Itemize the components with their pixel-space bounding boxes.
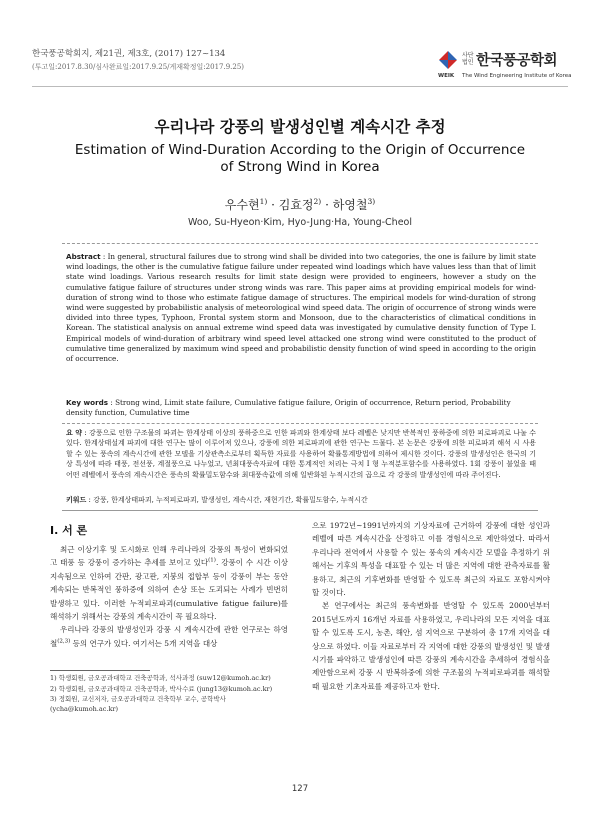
footnote: 1) 학생회원, 금오공과대학교 건축공학과, 석사과정 (suw12@kumoh.ac.kr) [50,674,271,682]
authors-korean [0,196,600,213]
author-name: 하영철 [332,198,368,212]
footnote-rule [50,670,150,671]
citation-ref: (1) [208,557,216,564]
abstract-label: Abstract [66,252,101,261]
keywords [66,398,536,418]
abstract [66,252,536,364]
title-korean: 우리나라 강풍의 발생성인별 계속시간 추정 [154,117,446,136]
korean-keywords-label: 키워드 [66,496,87,504]
author-separator: · [271,198,275,212]
korean-keywords [66,495,536,505]
paragraph: 본 연구에서는 최근의 풍속변화를 반영할 수 있도록 2000년부터 2015년도까지 16개년 자료를 사용하였고, 우리나라의 모든 지역을 대표할 수 있도록 도시, 농촌, 해안, 섬 지역으로 구분하여 총 17개 지역을 대상으로 하였다. 이들 자료로부터 각 지역에 대한 강풍의 발생성인 및 발생 시기를 파악하고 발생성인에 따른 강풍의 계속시간을 추세하여 경험식을 제안함으로써 강풍 시 반복하중에 의한 구조물의 누적피로파괴를 해석할 때 필요한 기초자료를 제공하고자 한다. [312,601,550,691]
paragraph-text: 우리나라 강풍의 발생성인과 강풍 시 계속시간에 관한 연구로는 하영철 [50,625,288,648]
korean-abstract [66,428,536,480]
footnote: 2) 학생회원, 금오공과대학교 건축공학과, 박사수료 (jung13@kumoh.ac.kr) [50,684,273,693]
keywords-separator: : [108,398,116,407]
korean-abstract-separator: : [82,429,89,437]
korean-abstract-rule [62,423,538,424]
author-separator: · [325,198,329,212]
korean-keywords-text: 강풍, 한계상태파괴, 누적피로파괴, 발생성인, 계속시간, 재현기간, 확률밀도함수, 누적시간 [93,496,368,504]
abstract-bottom-rule [62,510,538,511]
body-column-left [50,543,288,650]
journal-citation: 한국풍공학회지, 제21권, 제3호, (2017) 127~134 [32,49,226,59]
section-heading: I. 서 론 [50,524,88,537]
title-english: Estimation of Wind-Duration According to the Origin of Occurrence of Strong Wind in Korea [74,142,526,175]
header-divider [32,86,568,87]
weik-logo-icon [438,50,458,70]
keywords-label: Key words [66,398,109,407]
society-logo [438,48,572,82]
author-name: 김효정 [278,198,314,212]
submission-dates: (투고일:2017.8.30/심사완료일:2017.9.25/게재확정일:2017.9.25) [32,63,245,71]
author-affiliation-mark: 3) [367,197,376,206]
footnote: 3) 정회원, 교신저자, 금오공과대학교 건축학부 교수, 공학박사 (ycha@kumoh.ac.kr) [50,695,226,713]
keywords-text: Strong wind, Limit state failure, Cumulative fatigue failure, Origin of occurrence, Return period, Probability density function, Cumulative time [66,398,511,417]
paragraph-text: 등의 연구가 있다. 여기서는 5개 지역을 대상 [70,638,218,648]
citation-ref: (2,3) [57,638,71,645]
paragraph: 으로 1972년~1991년까지의 기상자료에 근거하여 강풍에 대한 성인과 레벨에 따른 계속시간을 산정하고 이를 경험식으로 제안하였다. 따라서 우리나라 전역에서 사용할 수 있는 풍속의 계속시간 모델을 추정하기 위해서는 기후의 특성을 대표할 수 있는 더 많은 지역에 대한 관측자료를 활용하고, 최근의 기후변화를 반영할 수 있도록 최근의 자료도 포함시켜야 할 것이다. [312,521,550,598]
body-column-right [312,519,550,693]
korean-abstract-label: 요 약 [66,429,83,437]
authors-english: Woo, Su-Hyeon·Kim, Hyo-Jung·Ha, Young-Cheol [187,217,413,228]
paragraph-text: 최근 이상기후 및 도시화로 인해 우리나라의 강풍의 특성이 변화되었고 태풍 등 강풍이 증가하는 추세를 보이고 있다 [50,545,288,568]
logo-abbr: WEIK [438,73,455,79]
footnotes [50,674,290,715]
logo-name-ko: 한국풍공학회 [476,53,558,69]
abstract-separator: : [100,252,108,261]
logo-small-label: 사단법인 [462,52,474,66]
author-affiliation-mark: 2) [313,197,322,206]
page-number: 127 [291,784,309,794]
abstract-text: In general, structural failures due to strong wind shall be divided into two categories, the one is failure by limit state wind loadings, the other is the cumulative fatigue failure under repeated wind loadings which have values less than that of limit state wind loadings. Various research results for limit state design were provided to engineers, however a study on the cumulative fatigue failure of structures under strong winds was rare. This paper aims at providing empirical models for wind-duration of strong wind to those who estimate fatigue damage of structures. The empirical models for wind-duration of strong wind were suggested by probabilistic analysis of meteorological wind speed data. The origin of occurrence of strong winds were divided into three types, Typhoon, Frontal system storm and Monsoon, due to the characteristics of climatical conditions in Korean. The statistical analysis on annual extreme wind speed data was investigated by cumulative density function of Type I. Empirical models of wind-duration of arbitrary wind speed level attacked one strong wind were constituted to the product of cumulative time generalized by maximum wind speed and probabilistic density function of wind speed in according to the origin of occurrence. [66,252,536,364]
author-name: 우수현 [224,198,260,212]
paragraph-text: . 강풍이 수 시간 이상 지속됨으로 인하여 간판, 광고판, 지붕의 접합부 등이 강풍이 부는 동안 계속되는 반복적인 풍하중에 의하여 손상 또는 도괴되는 사례가 빈번히 발생하고 있다. 이러한 누적피로파괴(cumulative fatigue failure)를 해석하기 위해서는 강풍의 계속시간이 꼭 필요하다. [50,558,288,622]
korean-keywords-separator: : [86,496,94,504]
paragraph [50,543,288,623]
author-affiliation-mark: 1) [259,197,268,206]
logo-name-en: The Wind Engineering Institute of Korea [462,73,572,79]
abstract-top-rule [62,243,538,244]
journal-header [32,48,244,74]
korean-abstract-text: 강풍으로 인한 구조물의 파괴는 한계상태 이상의 풍하중으로 인한 파괴와 한계상태 보다 레벨은 낮지만 반복적인 풍하중에 의한 피로파괴로 나눌 수 있다. 한계상태설계 파괴에 대한 연구는 많이 이루어져 있으나, 강풍에 의한 피로파괴에 관한 연구는 드물다. 본 논문은 강풍에 의한 피로파괴 해석 시 사용할 수 있는 풍속의 계속시간에 관한 모델을 기상관측소로부터 획득한 자료를 사용하여 확률통계방법에 의하여 제시한 것이다. 강풍의 발생성인은 한국의 기상 특성에 따라 태풍, 전선풍, 계절풍으로 나누었고, 년최대풍속자료에 대한 통계적인 처리는 극치 I 형 누적분포함수를 사용하였다. 1회 강풍이 불었을 때 어떤 레벨에서 풍속의 계속시간은 풍속의 확률밀도함수와 최대풍속값에 의해 일반화된 누적시간의 곱으로 각 강풍의 발생성인에 따라 주어진다. [66,429,536,479]
paragraph [50,623,288,650]
